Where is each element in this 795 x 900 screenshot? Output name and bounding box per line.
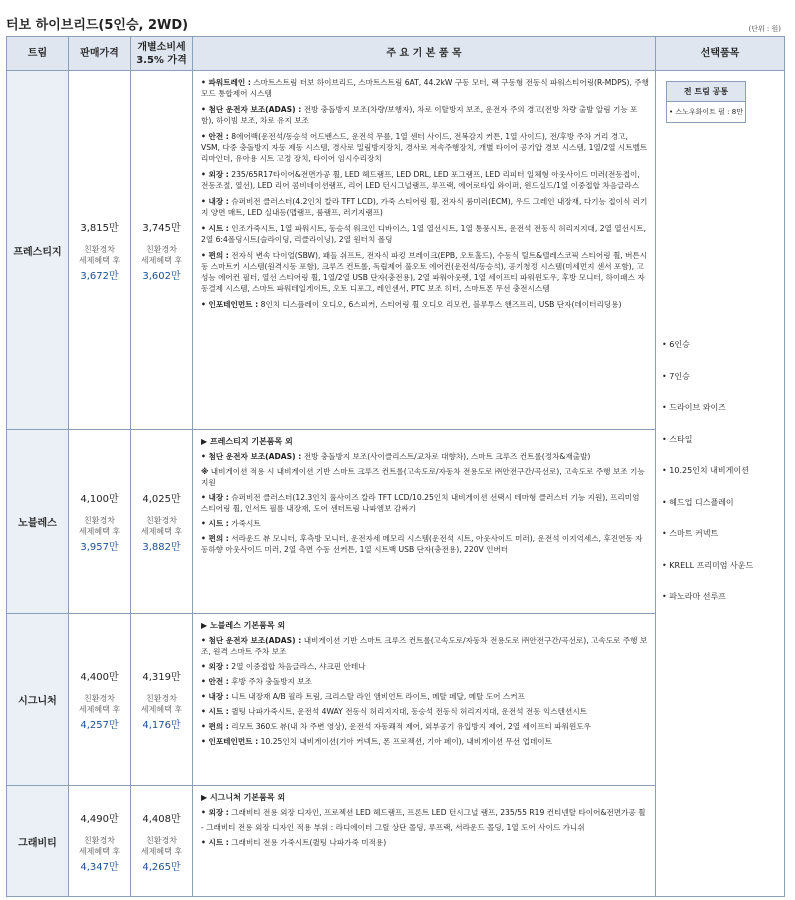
trim-name: 프레스티지 bbox=[7, 71, 69, 430]
option-item: • 스마트 커넥트 bbox=[662, 529, 719, 538]
list-item: • 시트 : 퀼팅 나파가죽시트, 운전석 4WAY 전동식 허리지지대, 동승석 전동식 허리지지대, 운전석 전동 익스텐션시트 bbox=[201, 707, 587, 716]
trim-name: 그래비티 bbox=[7, 786, 69, 897]
list-item: • 편의 : 리모트 360도 뷰(내 차 주변 영상), 운전석 자동쾌적 제어, 외부공기 유입방지 제어, 2열 세이프티 파워윈도우 bbox=[201, 722, 591, 731]
list-item: • 시트 : 인조가죽시트, 1열 파워시트, 동승석 워크인 디바이스, 1열 열선시트, 1열 통풍시트, 운전석 전동식 허리지지대, 2열 열선시트, 2열 6:4폴딩시트(슬라이딩, 리클라이닝), 2열 원터치 폴딩 bbox=[201, 224, 647, 244]
common-option-item: • 스노우화이트 펄 : 8만 bbox=[669, 108, 743, 116]
trim-price-table bbox=[6, 36, 785, 897]
tax-price-cell: 3,745만 친환경차 세제혜택 후 3,602만 bbox=[131, 71, 193, 430]
price-cell: 4,400만 친환경차 세제혜택 후 4,257만 bbox=[69, 614, 131, 786]
price-cell: 3,815만 친환경차 세제혜택 후 3,672만 bbox=[69, 71, 131, 430]
tax-price-cell: 4,408만 친환경차 세제혜택 후 4,265만 bbox=[131, 786, 193, 897]
price-cell: 4,490만 친환경차 세제혜택 후 4,347만 bbox=[69, 786, 131, 897]
list-item: • 시트 : 그래비티 전용 가죽시트(퀼팅 나파가죽 미적용) bbox=[201, 838, 387, 847]
list-item: • 파워트레인 : 스마트스트림 터보 하이브리드, 스마트스트림 6AT, 44.2kW 구동 모터, 랙 구동형 전동식 파워스티어링(R-MDPS), 주행모드 통합제어 시스템 bbox=[201, 78, 649, 98]
section-head: ▶ 프레스티지 기본품목 외 bbox=[201, 437, 293, 446]
option-item: • 스타일 bbox=[662, 434, 693, 444]
list-item: • 외장 : 그래비티 전용 외장 디자인, 프로젝션 LED 헤드램프, 프론트 LED 턴시그널 램프, 235/55 R19 컨티넨탈 타이어&전면가공 휠 bbox=[201, 808, 646, 817]
list-item: • 내장 : 슈퍼비전 클러스터(12.3인치 풀사이즈 칼라 TFT LCD/10.25인치 내비게이션 선택시 테마형 클러스터 기능 지원), 프리미엄 스티어링 휠, 인서트 필름 내장재, 도어 센터트림 나파엠보 감싸기 bbox=[201, 493, 640, 513]
unit-label: (단위 : 원) bbox=[748, 25, 781, 33]
option-item: • 헤드업 디스플레이 bbox=[662, 497, 734, 507]
section-head: ▶ 노블레스 기본품목 외 bbox=[201, 621, 286, 630]
gravity-items bbox=[193, 786, 656, 897]
prestige-items bbox=[193, 71, 656, 430]
section-head: ▶ 시그니처 기본품목 외 bbox=[201, 793, 286, 802]
list-item: ※ 내비게이션 적용 시 내비게이션 기반 스마트 크루즈 컨트롤(고속도로/자동차 전용도로 ㈜안전구간/곡선로), 고속도로 주행 보조 기능 지원 bbox=[201, 467, 645, 487]
list-item: • 편의 : 전자식 변속 다이얼(SBW), 패들 쉬프트, 전자식 파킹 브레이크(EPB, 오토홀드), 수동식 틸트&텔레스코픽 스티어링 휠, 버튼시동 스마트키 시스템(원격시동 포함), 크루즈 컨트롤, 독립제어 풀오토 에어컨(운전석/동승석), 공기청정 시스템(미세먼지 센서 포함), 고성능 에어컨 필터, 열선 스티어링 휠, 1열/2열 USB 단자(충전용), 2열 파워아웃렛, 1열 세이프티 파워윈도우, 후방 모니터, 하이패스 자동결제 시스템, 스마트 파워테일게이트, 오토 디포그, 레인센서, PTC 보조 히터, 스마트폰 무선 충전시스템 bbox=[201, 251, 648, 293]
header-trim: 트림 bbox=[7, 37, 69, 71]
list-item: • 첨단 운전자 보조(ADAS) : 전방 충돌방지 보조(차량/보행자), 차로 이탈방지 보조, 운전자 주의 경고(전방 차량 출발 알림 기능 포함), 하이빔 보조, 차로 유지 보조 bbox=[201, 105, 638, 125]
header-options: 선택품목 bbox=[656, 37, 785, 71]
trim-name: 시그니처 bbox=[7, 614, 69, 786]
list-item: • 안전 : 8에어백(운전석/동승석 어드밴스드, 운전석 무릎, 1열 센터 사이드, 전복감지 커튼, 1열 사이드), 전/후방 주차 거리 경고, VSM, 다중 충돌방지 자동 제동 시스템, 경사로 밀림방지장치, 경사로 저속주행장치, 개별 타이어 공기압 경보 시스템, 1열/2열 시트벨트 리마인더, 유아용 시트 고정 장치, 타이어 임시수리장치 bbox=[201, 132, 648, 163]
list-item: • 첨단 운전자 보조(ADAS) : 내비게이션 기반 스마트 크루즈 컨트롤(고속도로/자동차 전용도로 ㈜안전구간/곡선로), 고속도로 주행 보조, 원격 스마트 주차 보조 bbox=[201, 636, 648, 656]
tax-price-cell: 4,025만 친환경차 세제혜택 후 3,882만 bbox=[131, 430, 193, 614]
option-item: • 6인승 bbox=[662, 340, 690, 349]
option-item: • 드라이브 와이즈 bbox=[662, 403, 726, 412]
price-cell: 4,100만 친환경차 세제혜택 후 3,957만 bbox=[69, 430, 131, 614]
list-item: • 첨단 운전자 보조(ADAS) : 전방 충돌방지 보조(사이클리스트/교차로 대향차), 스마트 크루즈 컨트롤(정차&재출발) bbox=[201, 452, 591, 461]
option-item: • KRELL 프리미엄 사운드 bbox=[662, 560, 754, 570]
list-item: • 인포테인먼트 : 10.25인치 내비게이션(기아 커넥트, 폰 프로젝션, 기아 페이), 내비게이션 무선 업데이트 bbox=[201, 737, 552, 746]
option-item: • 10.25인치 내비게이션 bbox=[662, 466, 749, 475]
list-item: • 내장 : 슈퍼비전 클러스터(4.2인치 칼라 TFT LCD), 가죽 스티어링 휠, 전자식 룸미러(ECM), 우드 그레인 내장재, 다기능 접이식 러기지 양면 매트, LED 실내등(맵램프, 룸램프, 러기지램프) bbox=[201, 197, 648, 217]
list-item: • 인포테인먼트 : 8인치 디스플레이 오디오, 6스피커, 스티어링 휠 오디오 리모컨, 블루투스 핸즈프리, USB 단자(데이터리딩용) bbox=[201, 300, 622, 309]
trim-name: 노블레스 bbox=[7, 430, 69, 614]
option-item: • 7인승 bbox=[662, 371, 690, 381]
options-cell bbox=[656, 71, 785, 897]
list-item: • 시트 : 가죽시트 bbox=[201, 519, 261, 528]
table-row bbox=[7, 71, 785, 430]
header-price: 판매가격 bbox=[69, 37, 131, 71]
option-list bbox=[662, 339, 784, 623]
list-item: • 외장 : 2열 이중접합 차음글라스, 샤크핀 안테나 bbox=[201, 662, 366, 671]
tax-price-cell: 4,319만 친환경차 세제혜택 후 4,176만 bbox=[131, 614, 193, 786]
list-item: • 내장 : 니트 내장재 A/B 필라 트림, 크리스탈 라인 앰비언트 라이트, 메탈 페달, 메탈 도어 스커프 bbox=[201, 692, 525, 701]
list-item: - 그래비티 전용 외장 디자인 적용 부위 : 라디에이터 그릴 상단 몰딩, 루프랙, 서라운드 몰딩, 1열 도어 사이드 가니쉬 bbox=[201, 823, 585, 832]
list-item: • 편의 : 서라운드 뷰 모니터, 후측방 모니터, 운전자세 메모리 시스템(운전석 시트, 아웃사이드 미러), 운전석 이지억세스, 후진연동 자동하향 아웃사이드 미러, 2열 측면 수동 선커튼, 1열 시트백 USB 단자(충전용), 220V 인버터 bbox=[201, 534, 643, 554]
option-item: • 파노라마 선루프 bbox=[662, 592, 726, 601]
noblesse-items bbox=[193, 430, 656, 614]
common-options-title: 전 트림 공통 bbox=[667, 82, 745, 102]
header-items: 주 요 기 본 품 목 bbox=[193, 37, 656, 71]
list-item: • 안전 : 후방 주차 충돌방지 보조 bbox=[201, 677, 312, 686]
common-options-box bbox=[666, 81, 746, 123]
signature-items bbox=[193, 614, 656, 786]
list-item: • 외장 : 235/65R17타이어&전면가공 휠, LED 헤드램프, LED DRL, LED 포그램프, LED 리피터 일체형 아웃사이드 미러(전동접이, 전동조절, 열선), LED 리어 콤비네이션램프, 리어 LED 턴시그널램프, 루프랙, 에어로타입 와이퍼, 윈드실드/1열 이중접합 차음글라스 bbox=[201, 170, 640, 190]
page-title: 터보 하이브리드(5인승, 2WD) bbox=[6, 18, 189, 33]
header-tax-price: 개별소비세 3.5% 가격 bbox=[131, 37, 193, 71]
